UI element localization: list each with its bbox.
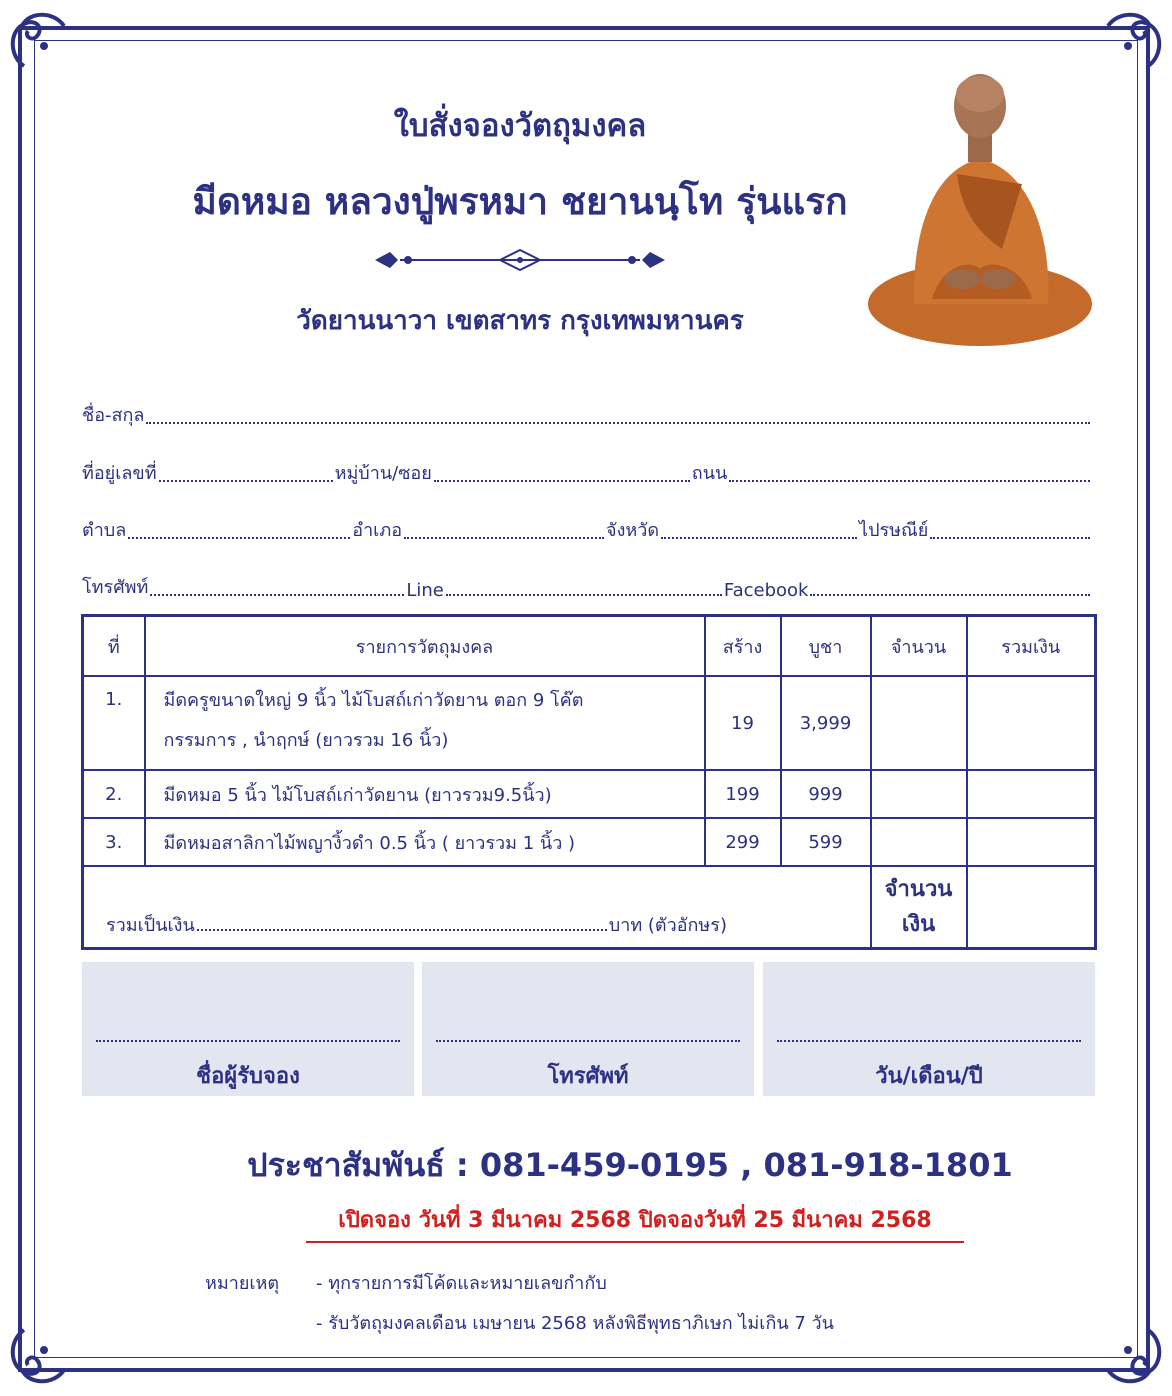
row-no: 1. — [83, 676, 145, 770]
row-made: 199 — [705, 770, 781, 818]
row-item: มีดหมอสาลิกาไม้พญางิ้วดำ 0.5 นิ้ว ( ยาวรวม 1 นิ้ว ) — [145, 818, 705, 866]
district-label: อำเภอ — [352, 520, 403, 541]
corner-ornament-icon — [1098, 1320, 1168, 1390]
subdistrict-field[interactable] — [128, 536, 350, 539]
signature-phone-label: โทรศัพท์ — [547, 1064, 629, 1089]
total-words-field[interactable] — [197, 929, 607, 931]
line-label: Line — [406, 580, 444, 601]
page-title: ใบสั่งจองวัตถุมงคล — [393, 108, 647, 144]
phone-label: โทรศัพท์ — [82, 577, 149, 598]
district-field[interactable] — [404, 536, 604, 539]
contact-line — [150, 1140, 1110, 1191]
receiver-signature-line — [96, 1040, 400, 1042]
note-line: - รับวัตถุมงคลเดือน เมษายน 2568 หลังพิธีพุทธาภิเษก ไม่เกิน 7 วัน — [316, 1313, 834, 1334]
date-signature-box[interactable] — [763, 962, 1095, 1096]
line-field[interactable] — [446, 593, 722, 596]
phone-signature-box[interactable] — [422, 962, 754, 1096]
row-price: 999 — [781, 770, 871, 818]
contact-phones: 081-459-0195 , 081-918-1801 — [479, 1146, 1013, 1184]
road-field[interactable] — [729, 479, 1090, 482]
total-amount-label: จำนวนเงิน — [871, 866, 967, 949]
row-total-field[interactable] — [967, 770, 1096, 818]
contact-label: ประชาสัมพันธ์ : — [247, 1146, 469, 1184]
receiver-signature-box[interactable] — [82, 962, 414, 1096]
row-qty-field[interactable] — [871, 676, 967, 770]
col-item-header: รายการวัตถุมงคล — [145, 616, 705, 677]
row-qty-field[interactable] — [871, 818, 967, 866]
address-row — [82, 458, 1092, 487]
address-field[interactable] — [159, 479, 333, 482]
row-price: 3,999 — [781, 676, 871, 770]
row-total-field[interactable] — [967, 818, 1096, 866]
col-made-header: สร้าง — [705, 616, 781, 677]
contact-row — [82, 572, 1092, 601]
total-row — [83, 866, 1096, 949]
col-total-header: รวมเงิน — [967, 616, 1096, 677]
monk-photo — [862, 64, 1094, 350]
name-field[interactable] — [146, 421, 1090, 424]
row-item: มีดหมอ 5 นิ้ว ไม้โบสถ์เก่าวัดยาน (ยาวรวม9.5นิ้ว) — [145, 770, 705, 818]
row-total-field[interactable] — [967, 676, 1096, 770]
note-label: หมายเหตุ — [205, 1273, 280, 1294]
province-label: จังหวัด — [606, 520, 660, 541]
note-line: - ทุกรายการมีโค้ดและหมายเลขกำกับ — [316, 1273, 607, 1294]
postcode-label: ไปรษณีย์ — [859, 520, 929, 541]
table-row — [83, 676, 1096, 770]
corner-ornament-icon — [4, 1320, 74, 1390]
row-item-line: มีดครูขนาดใหญ่ 9 นิ้ว ไม้โบสถ์เก่าวัดยาน ตอก 9 โค๊ต — [163, 690, 584, 711]
corner-ornament-icon — [1098, 6, 1168, 76]
row-made: 299 — [705, 818, 781, 866]
row-item-line: กรรมการ , นำฤกษ์ (ยาวรวม 16 นิ้ว) — [163, 730, 449, 751]
table-row — [83, 818, 1096, 866]
table-row — [83, 770, 1096, 818]
total-words-cell[interactable] — [83, 866, 871, 949]
amulet-title: มีดหมอ หลวงปู่พรหมา ชยานนฺโท รุ่นแรก — [192, 180, 848, 223]
phone-field[interactable] — [150, 593, 404, 596]
locality-row — [82, 515, 1092, 544]
row-qty-field[interactable] — [871, 770, 967, 818]
row-made: 19 — [705, 676, 781, 770]
row-no: 2. — [83, 770, 145, 818]
road-label: ถนน — [691, 463, 728, 484]
total-words-suffix: บาท (ตัวอักษร) — [608, 915, 727, 936]
name-label: ชื่อ-สกุล — [82, 405, 145, 426]
ornamental-divider-icon — [370, 240, 670, 280]
facebook-label: Facebook — [723, 580, 809, 601]
address-label: ที่อยู่เลขที่ — [82, 463, 157, 484]
date-label: วัน/เดือน/ปี — [875, 1064, 983, 1089]
village-label: หมู่บ้าน/ซอย — [334, 463, 432, 484]
corner-ornament-icon — [4, 6, 74, 76]
table-header-row — [83, 616, 1096, 677]
date-signature-line — [777, 1040, 1081, 1042]
order-table — [81, 614, 1097, 950]
temple-name: วัดยานนาวา เขตสาทร กรุงเทพมหานคร — [296, 306, 744, 336]
booking-dates: เปิดจอง วันที่ 3 มีนาคม 2568 ปิดจองวันที่ 25 มีนาคม 2568 — [306, 1202, 964, 1243]
row-price: 599 — [781, 818, 871, 866]
col-qty-header: จำนวน — [871, 616, 967, 677]
subdistrict-label: ตำบล — [82, 520, 127, 541]
col-no-header: ที่ — [83, 616, 145, 677]
total-words-label: รวมเป็นเงิน — [106, 915, 195, 936]
village-field[interactable] — [434, 479, 690, 482]
province-field[interactable] — [661, 536, 857, 539]
phone-signature-line — [436, 1040, 740, 1042]
total-amount-field[interactable] — [967, 866, 1096, 949]
row-item — [145, 676, 705, 770]
row-no: 3. — [83, 818, 145, 866]
col-price-header: บูชา — [781, 616, 871, 677]
facebook-field[interactable] — [810, 593, 1090, 596]
receiver-label: ชื่อผู้รับจอง — [196, 1064, 300, 1089]
postcode-field[interactable] — [930, 536, 1090, 539]
name-row — [82, 400, 1092, 429]
